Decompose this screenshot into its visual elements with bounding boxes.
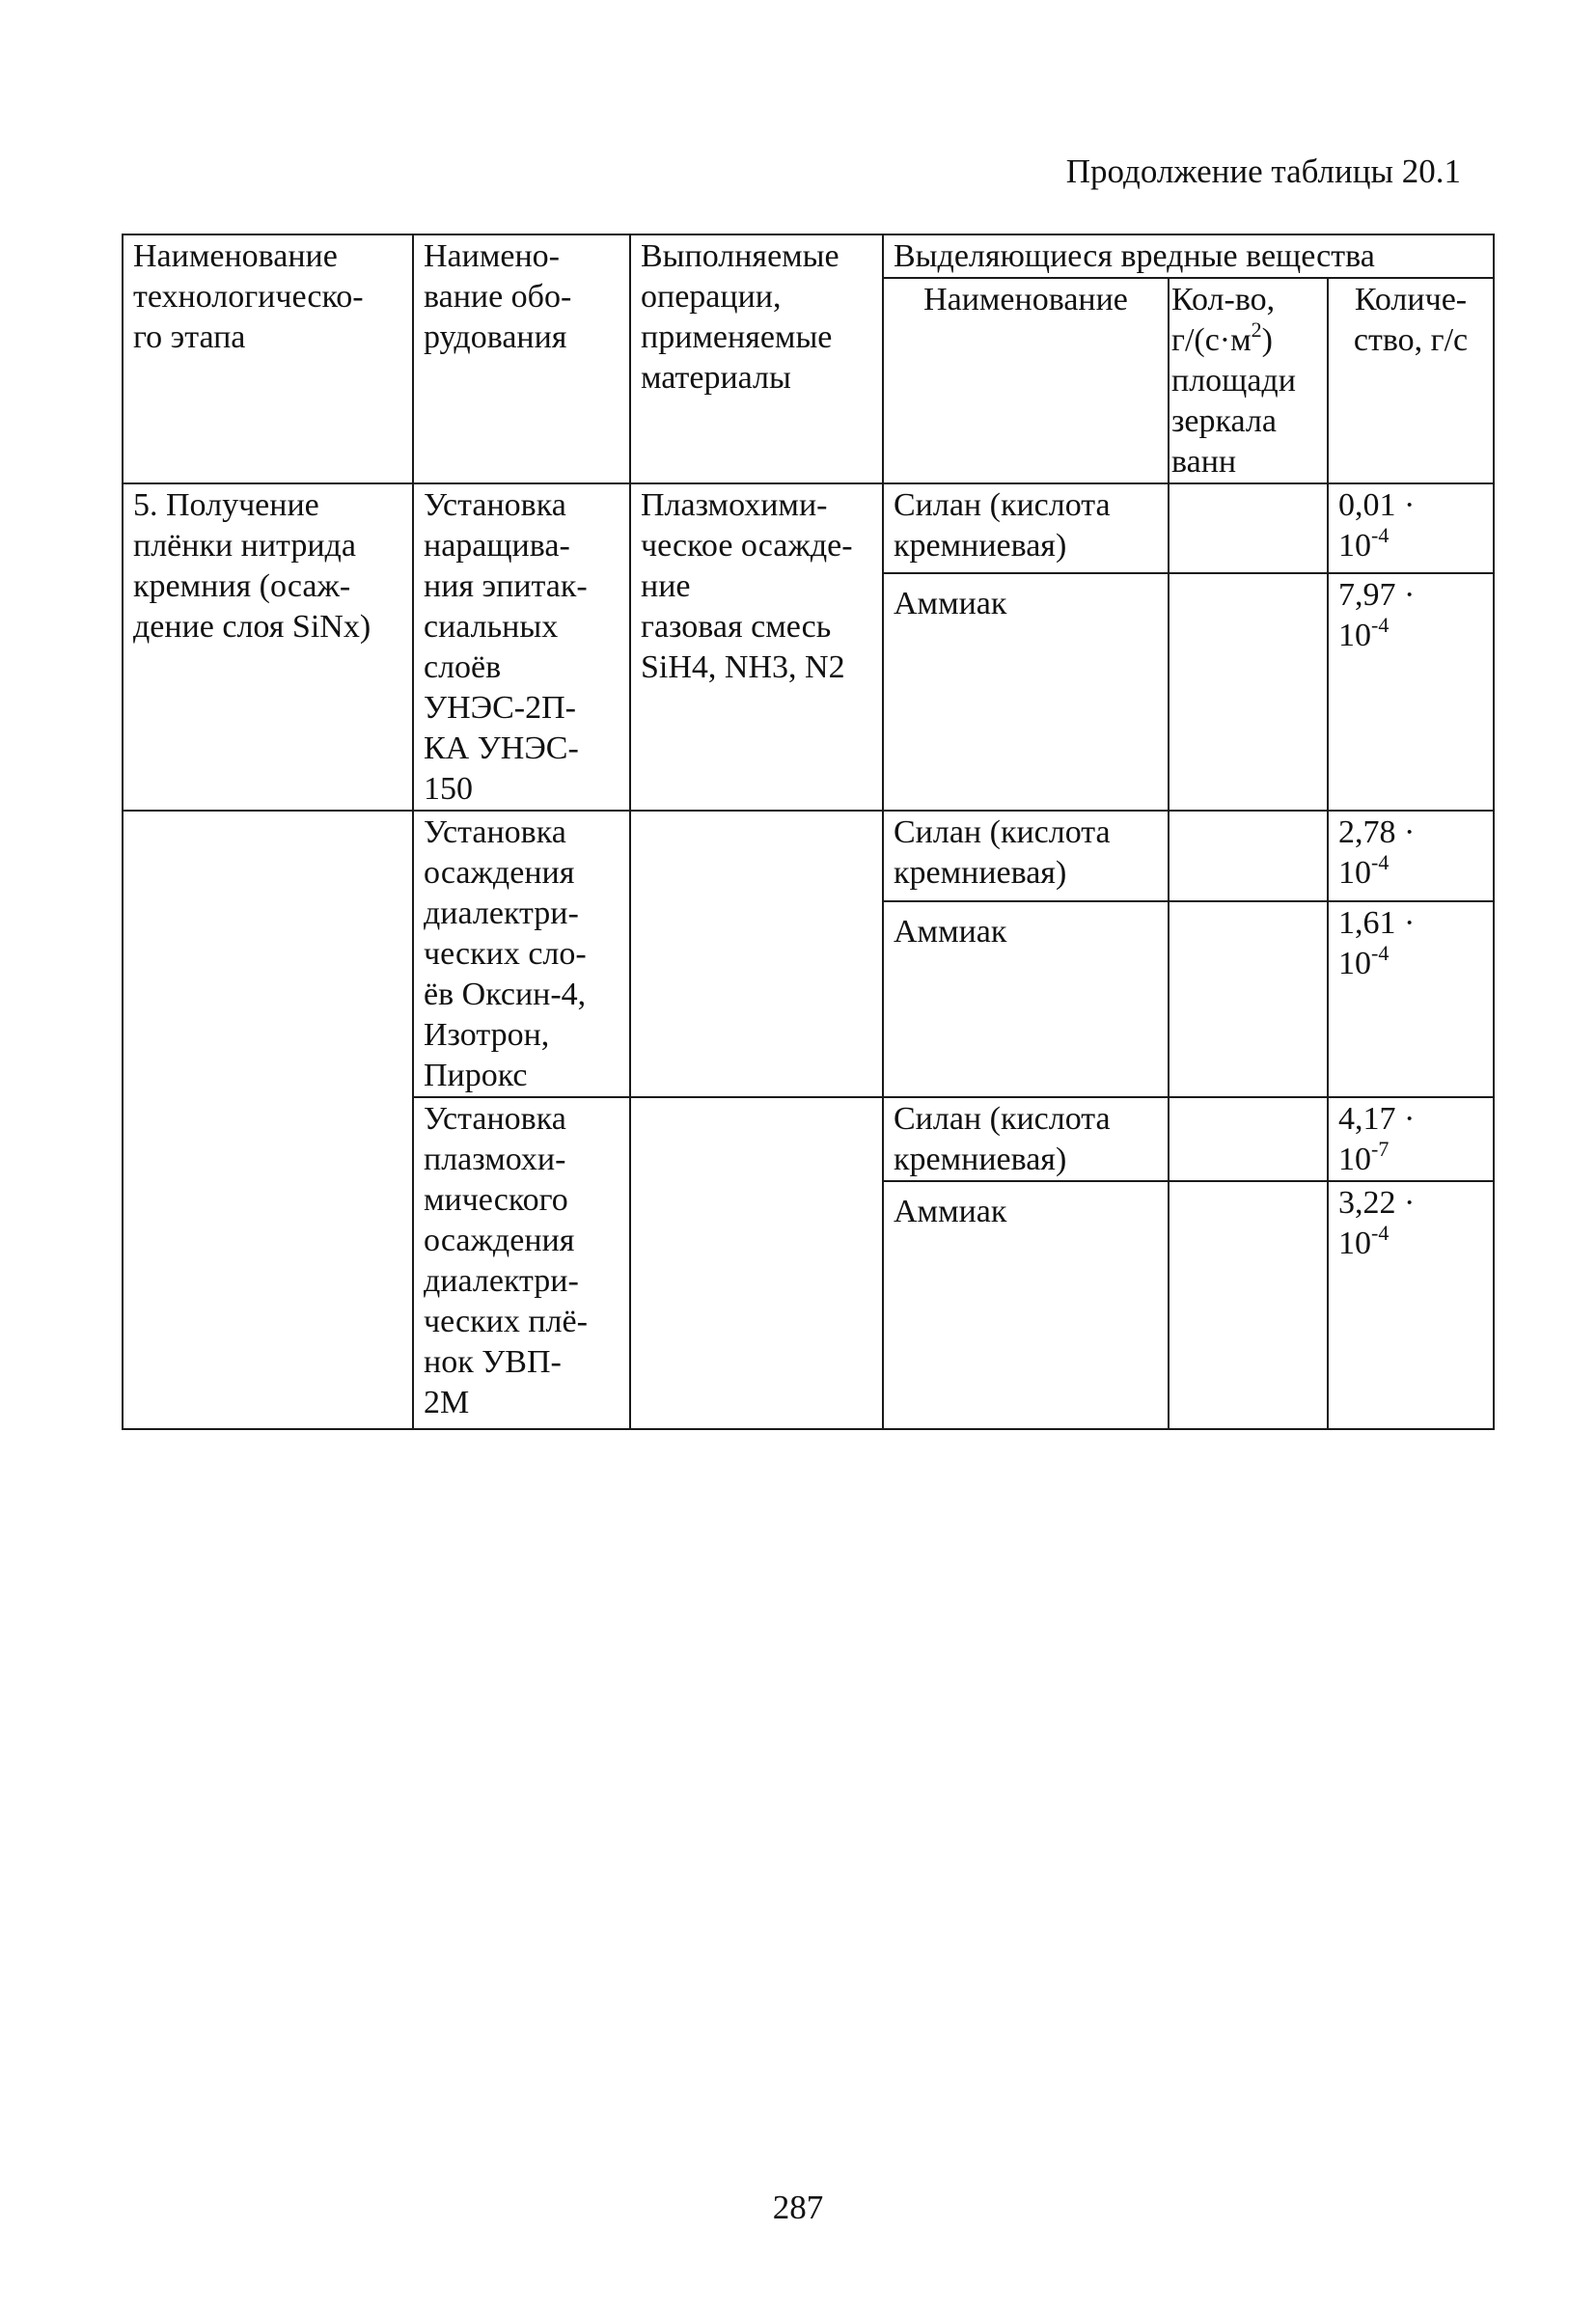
header-row-1 — [123, 234, 1494, 278]
substance-name-cell: Аммиак — [883, 1181, 1169, 1429]
header-amount-per-area — [1169, 278, 1328, 483]
amount-mantissa: 2,78 · — [1338, 814, 1416, 850]
amount-mantissa: 7,97 · — [1338, 576, 1416, 613]
amount-area-cell — [1169, 1181, 1328, 1429]
amount-mantissa: 3,22 · — [1338, 1185, 1416, 1221]
amount-exp: -7 — [1371, 1137, 1390, 1161]
amount-area-cell — [1169, 573, 1328, 811]
header-amount-tail: ) площади зеркала ванн — [1171, 322, 1296, 480]
amount-mantissa: 4,17 · — [1338, 1101, 1416, 1137]
amount-rate-cell — [1328, 811, 1494, 901]
amount-rate-cell — [1328, 1181, 1494, 1429]
header-amount-rate: Количе- ство, г/с — [1328, 278, 1494, 483]
header-substances-group: Выделяющиеся вредные вещества — [883, 234, 1494, 278]
header-amount-text: Кол-во, г/(с·м — [1171, 282, 1276, 358]
header-amount-exp: 2 — [1251, 317, 1262, 342]
table-caption: Продолжение таблицы 20.1 — [1065, 152, 1461, 190]
table-row — [123, 811, 1494, 901]
amount-base: 10 — [1338, 855, 1371, 891]
amount-exp: -4 — [1371, 1221, 1390, 1245]
equipment-cell: Установка плазмохи- мического осаждения диалектри- ческих плё- нок УВП- 2М — [413, 1097, 630, 1429]
header-stage: Наименование технологическо- го этапа — [123, 234, 413, 483]
operations-cell — [630, 811, 883, 1097]
amount-area-cell — [1169, 483, 1328, 573]
amount-base: 10 — [1338, 945, 1371, 981]
header-substance-name: Наименование — [883, 278, 1169, 483]
substance-name-cell: Аммиак — [883, 901, 1169, 1097]
amount-exp: -4 — [1371, 523, 1390, 547]
amount-base: 10 — [1338, 1226, 1371, 1261]
amount-rate-cell — [1328, 483, 1494, 573]
emissions-table — [122, 234, 1495, 1430]
amount-area-cell — [1169, 811, 1328, 901]
amount-area-cell — [1169, 1097, 1328, 1181]
amount-base: 10 — [1338, 528, 1371, 564]
equipment-cell: Установка наращива- ния эпитак- сиальных слоёв УНЭС-2П- КА УНЭС- 150 — [413, 483, 630, 811]
amount-area-cell — [1169, 901, 1328, 1097]
amount-exp: -4 — [1371, 850, 1390, 874]
amount-rate-cell — [1328, 901, 1494, 1097]
substance-name-cell: Силан (кислота кремниевая) — [883, 1097, 1169, 1181]
stage-cell-empty — [123, 811, 413, 1429]
amount-rate-cell — [1328, 573, 1494, 811]
header-equipment: Наимено- вание обо- рудования — [413, 234, 630, 483]
amount-exp: -4 — [1371, 940, 1390, 965]
amount-mantissa: 0,01 · — [1338, 487, 1416, 523]
stage-cell: 5. Получение плёнки нитрида кремния (осаж- дение слоя SiNx) — [123, 483, 413, 811]
amount-exp: -4 — [1371, 612, 1390, 637]
equipment-cell: Установка осаждения диалектри- ческих сло- ёв Оксин-4, Изотрон, Пирокс — [413, 811, 630, 1097]
substance-name-cell: Силан (кислота кремниевая) — [883, 811, 1169, 901]
amount-base: 10 — [1338, 617, 1371, 653]
page-number: 287 — [772, 2189, 824, 2226]
operations-cell: Плазмохими- ческое осажде- ние газовая смесь SiH4, NH3, N2 — [630, 483, 883, 811]
table-row — [123, 483, 1494, 573]
amount-base: 10 — [1338, 1142, 1371, 1177]
substance-name-cell: Силан (кислота кремниевая) — [883, 483, 1169, 573]
substance-name-cell: Аммиак — [883, 573, 1169, 811]
amount-rate-cell — [1328, 1097, 1494, 1181]
header-operations: Выполняемые операции, применяемые материалы — [630, 234, 883, 483]
amount-mantissa: 1,61 · — [1338, 904, 1416, 941]
operations-cell — [630, 1097, 883, 1429]
